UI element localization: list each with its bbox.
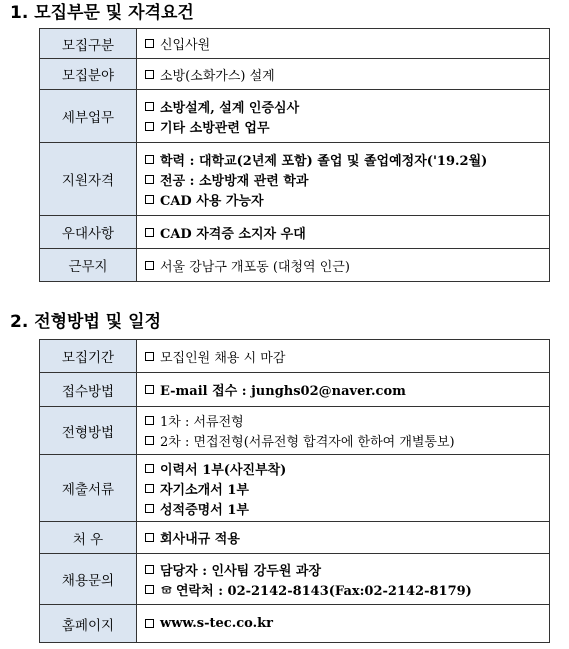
row-label: 모집기간 bbox=[40, 340, 137, 373]
row-label: 홈페이지 bbox=[40, 605, 137, 643]
list-item: 신입사원 bbox=[145, 34, 549, 54]
checkbox-icon bbox=[145, 436, 154, 445]
checkbox-icon bbox=[145, 195, 154, 204]
checkbox-icon bbox=[145, 484, 154, 493]
selection-table bbox=[39, 339, 550, 643]
row-label: 전형방법 bbox=[40, 407, 137, 455]
checkbox-icon bbox=[145, 585, 154, 594]
row-content bbox=[137, 340, 550, 373]
row-content bbox=[137, 605, 550, 643]
row-content bbox=[137, 90, 550, 143]
list-item: 2차 : 면접전형(서류전형 합격자에 한하여 개별통보) bbox=[145, 431, 549, 451]
row-label: 모집분야 bbox=[40, 59, 137, 90]
row-label: 처 우 bbox=[40, 522, 137, 554]
row-content bbox=[137, 249, 550, 282]
list-item: 전공 : 소방방재 관련 학과 bbox=[145, 169, 549, 189]
list-item: 기타 소방관련 업무 bbox=[145, 116, 549, 136]
row-content bbox=[137, 522, 550, 554]
table-row bbox=[40, 29, 550, 59]
row-content bbox=[137, 216, 550, 249]
row-label: 우대사항 bbox=[40, 216, 137, 249]
checkbox-icon bbox=[145, 261, 154, 270]
table-row bbox=[40, 90, 550, 143]
row-label: 제출서류 bbox=[40, 455, 137, 522]
table-row bbox=[40, 143, 550, 216]
table-row bbox=[40, 340, 550, 373]
row-content bbox=[137, 59, 550, 90]
table-row bbox=[40, 216, 550, 249]
list-item: CAD 사용 가능자 bbox=[145, 189, 549, 209]
checkbox-icon bbox=[145, 504, 154, 513]
checkbox-icon bbox=[145, 70, 154, 79]
checkbox-icon bbox=[145, 464, 154, 473]
row-label: 근무지 bbox=[40, 249, 137, 282]
list-item: 담당자 : 인사팀 강두원 과장 bbox=[145, 559, 549, 579]
table-row bbox=[40, 59, 550, 90]
checkbox-icon bbox=[145, 533, 154, 542]
row-content bbox=[137, 143, 550, 216]
list-item: E-mail 접수 : junghs02@naver.com bbox=[145, 380, 549, 400]
row-content bbox=[137, 554, 550, 605]
checkbox-icon bbox=[145, 619, 154, 628]
checkbox-icon bbox=[145, 416, 154, 425]
list-item: 학력 : 대학교(2년제 포함) 졸업 및 졸업예정자('19.2월) bbox=[145, 149, 549, 169]
table-row bbox=[40, 249, 550, 282]
list-item: 소방(소화가스) 설계 bbox=[145, 64, 549, 84]
table-row bbox=[40, 605, 550, 643]
checkbox-icon bbox=[145, 102, 154, 111]
list-item: 모집인원 채용 시 마감 bbox=[145, 346, 549, 366]
checkbox-icon bbox=[145, 228, 154, 237]
row-label: 지원자격 bbox=[40, 143, 137, 216]
checkbox-icon bbox=[145, 352, 154, 361]
row-content bbox=[137, 29, 550, 59]
row-content bbox=[137, 373, 550, 407]
phone-icon bbox=[160, 584, 173, 594]
recruitment-table bbox=[39, 28, 550, 282]
table-row bbox=[40, 522, 550, 554]
list-item: 소방설계, 설계 인증심사 bbox=[145, 96, 549, 116]
list-item: 자기소개서 1부 bbox=[145, 478, 549, 498]
row-content bbox=[137, 455, 550, 522]
row-label: 모집구분 bbox=[40, 29, 137, 59]
table-row bbox=[40, 407, 550, 455]
row-label: 접수방법 bbox=[40, 373, 137, 407]
list-item bbox=[145, 614, 549, 634]
checkbox-icon bbox=[145, 385, 154, 394]
checkbox-icon bbox=[145, 122, 154, 131]
list-item: 회사내규 적용 bbox=[145, 528, 549, 548]
checkbox-icon bbox=[145, 155, 154, 164]
checkbox-icon bbox=[145, 565, 154, 574]
list-item: 이력서 1부(사진부착) bbox=[145, 458, 549, 478]
row-label: 세부업무 bbox=[40, 90, 137, 143]
checkbox-icon bbox=[145, 39, 154, 48]
checkbox-icon bbox=[145, 175, 154, 184]
list-item: CAD 자격증 소지자 우대 bbox=[145, 222, 549, 242]
list-item: 1차 : 서류전형 bbox=[145, 411, 549, 431]
homepage-link[interactable]: www.s-tec.co.kr bbox=[160, 616, 273, 631]
row-content bbox=[137, 407, 550, 455]
table-row bbox=[40, 554, 550, 605]
list-item: 연락처 : 02-2142-8143(Fax:02-2142-8179) bbox=[145, 579, 549, 599]
list-item: 성적증명서 1부 bbox=[145, 498, 549, 518]
section-title-recruitment: 1. 모집부문 및 자격요건 bbox=[10, 3, 194, 23]
table-row bbox=[40, 455, 550, 522]
list-item: 서울 강남구 개포동 (대청역 인근) bbox=[145, 255, 549, 275]
table-row bbox=[40, 373, 550, 407]
section-title-selection: 2. 전형방법 및 일정 bbox=[10, 312, 161, 332]
row-label: 채용문의 bbox=[40, 554, 137, 605]
